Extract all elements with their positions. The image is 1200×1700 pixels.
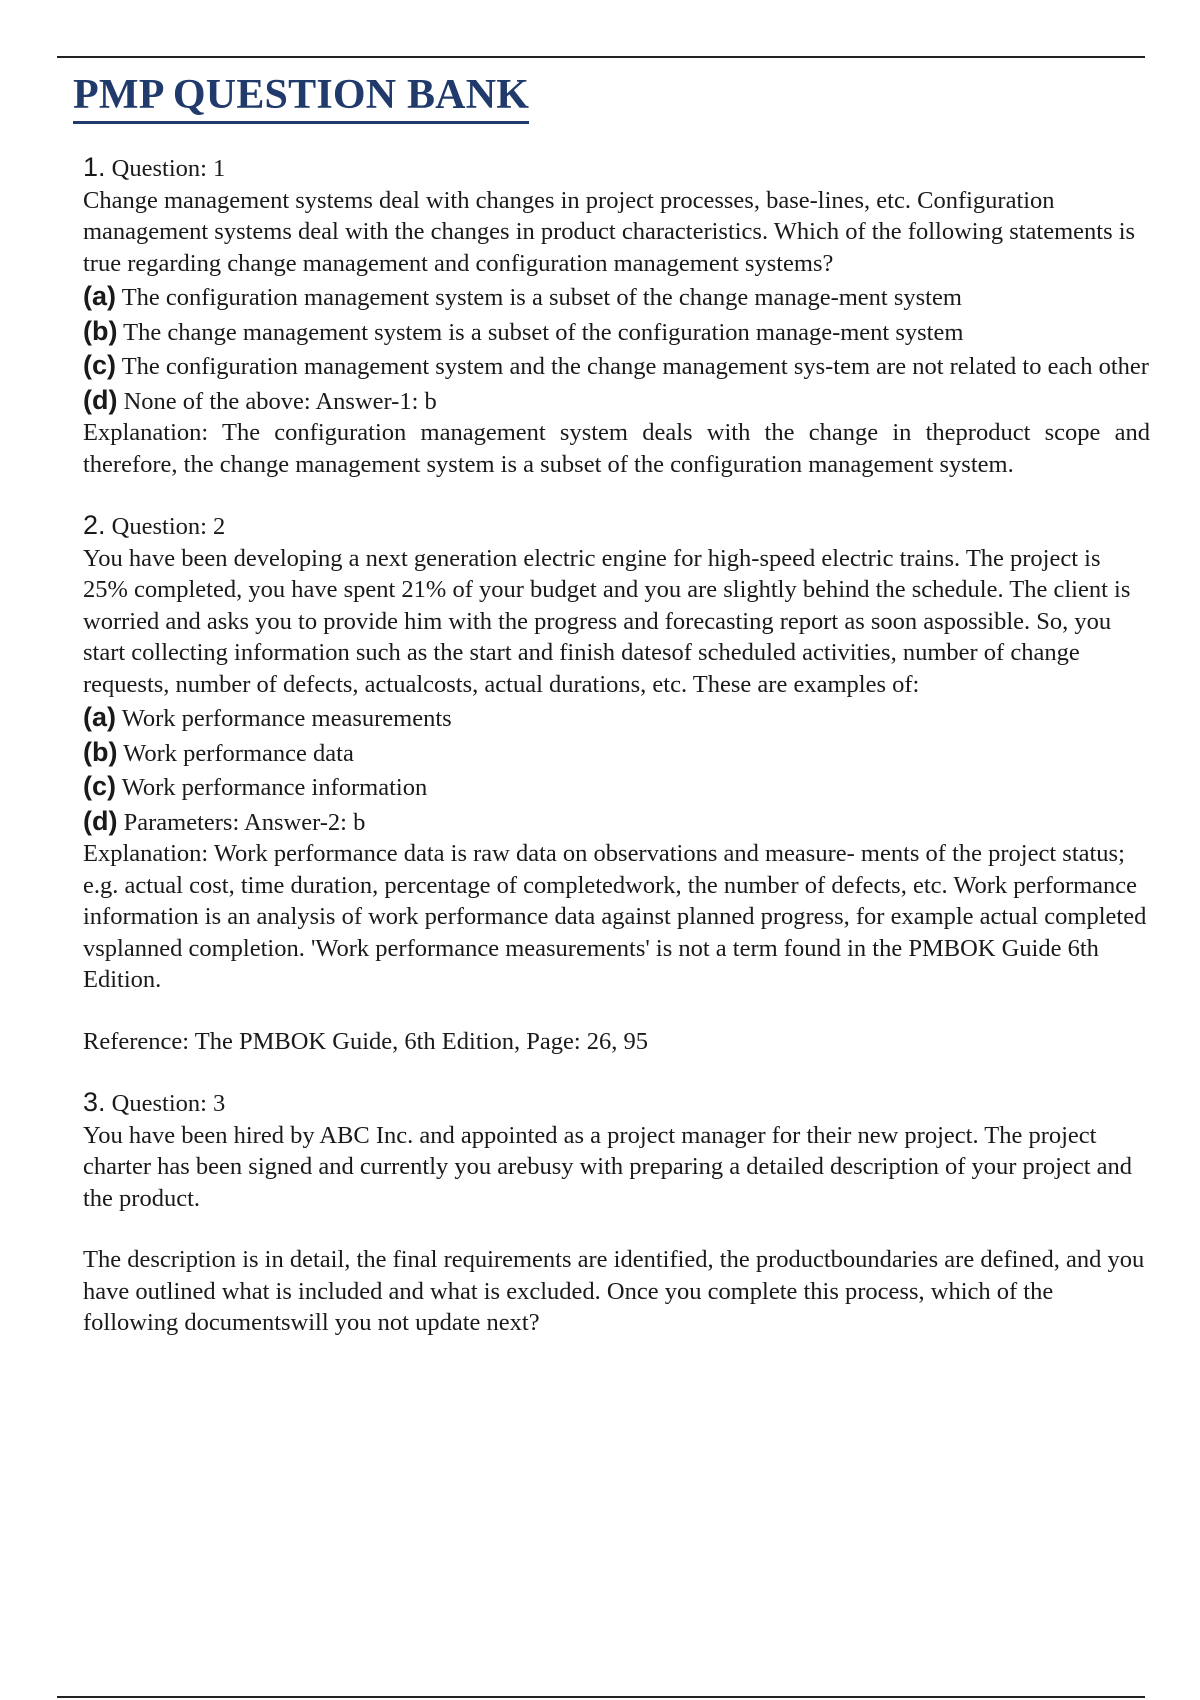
option-a (83, 281, 1150, 314)
question-header (83, 152, 1150, 185)
question-stem: You have been developing a next generation electric engine for high-speed electric trains. The project is 25% completed, you have spent 21% of your budget and you are slightly behind the schedule. The client is worried and asks you to provide him with the progress and forecasting report as soon aspossible. So, you start collecting information such as the start and finish datesof scheduled activities, number of change requests, number of defects, actualcosts, actual durations, etc. These are examples of: (83, 544, 1131, 698)
question-header (83, 1087, 1150, 1120)
option-letter: (b) (83, 315, 118, 346)
option-letter: (a) (83, 702, 116, 732)
option-a (83, 702, 1150, 735)
question-label: Question: 3 (111, 1090, 226, 1117)
option-text: Work performance measurements (121, 705, 452, 732)
option-letter: (b) (83, 736, 118, 767)
question-label: Question: 1 (111, 155, 226, 182)
option-d (83, 806, 1150, 839)
option-text: The configuration management system is a subset of the change manage-ment system (121, 284, 962, 311)
option-letter: (a) (83, 281, 116, 311)
option-d (83, 385, 1150, 418)
question-2 (83, 510, 1150, 1057)
option-letter: (c) (83, 350, 116, 380)
option-b (83, 316, 1150, 349)
question-1 (83, 152, 1150, 480)
explanation: Explanation: The configuration management system deals with the change in theproduct scope and therefore, the change management system is a subset of the configuration management system. (83, 419, 1150, 478)
question-list (83, 152, 1150, 1339)
question-stem: Change management systems deal with changes in project processes, base-lines, etc. Configuration management systems deal with the changes in product characteristics. Which of the following statements is true regarding change management and configuration management systems? (83, 186, 1136, 277)
option-letter: (c) (83, 771, 116, 801)
option-letter: (d) (83, 384, 118, 415)
option-text: Work performance data (123, 739, 354, 767)
question-header (83, 510, 1150, 543)
option-c (83, 771, 1150, 804)
option-text: None of the above: Answer-1: b (123, 387, 437, 415)
option-b (83, 737, 1150, 770)
question-number: 3. (83, 1087, 106, 1117)
option-text: Parameters: Answer-2: b (123, 808, 366, 836)
option-text: The configuration management system and the change management sys-tem are not related to each other (121, 353, 1149, 380)
question-3 (83, 1087, 1150, 1339)
question-stem-continued: The description is in detail, the final requirements are identified, the productboundaries are defined, and you have outlined what is included and what is excluded. Once you complete this process, which of the following documentswill you not update next? (83, 1246, 1145, 1336)
option-text: Work performance information (121, 774, 428, 801)
question-number: 1. (83, 152, 106, 182)
option-letter: (d) (83, 805, 118, 836)
explanation: Explanation: Work performance data is raw data on observations and measure- ments of the project status; e.g. actual cost, time duration, percentage of completedwork, the number of defects, etc. Work performance information is an analysis of work performance data against planned progress, for example actual completed vsplanned completion. 'Work performance measurements' is not a term found in the PMBOK Guide 6th Edition. (83, 840, 1147, 993)
option-text: The change management system is a subset of the configuration manage-ment system (123, 318, 964, 346)
question-number: 2. (83, 510, 106, 540)
question-label: Question: 2 (111, 513, 226, 540)
option-c (83, 350, 1150, 383)
top-rule (57, 56, 1145, 58)
question-stem: You have been hired by ABC Inc. and appointed as a project manager for their new project. The project charter has been signed and currently you arebusy with preparing a detailed description of your project and the product. (83, 1121, 1133, 1212)
page-title: PMP QUESTION BANK (73, 70, 529, 124)
bottom-rule (57, 1696, 1145, 1698)
reference: Reference: The PMBOK Guide, 6th Edition, Page: 26, 95 (83, 1027, 648, 1055)
